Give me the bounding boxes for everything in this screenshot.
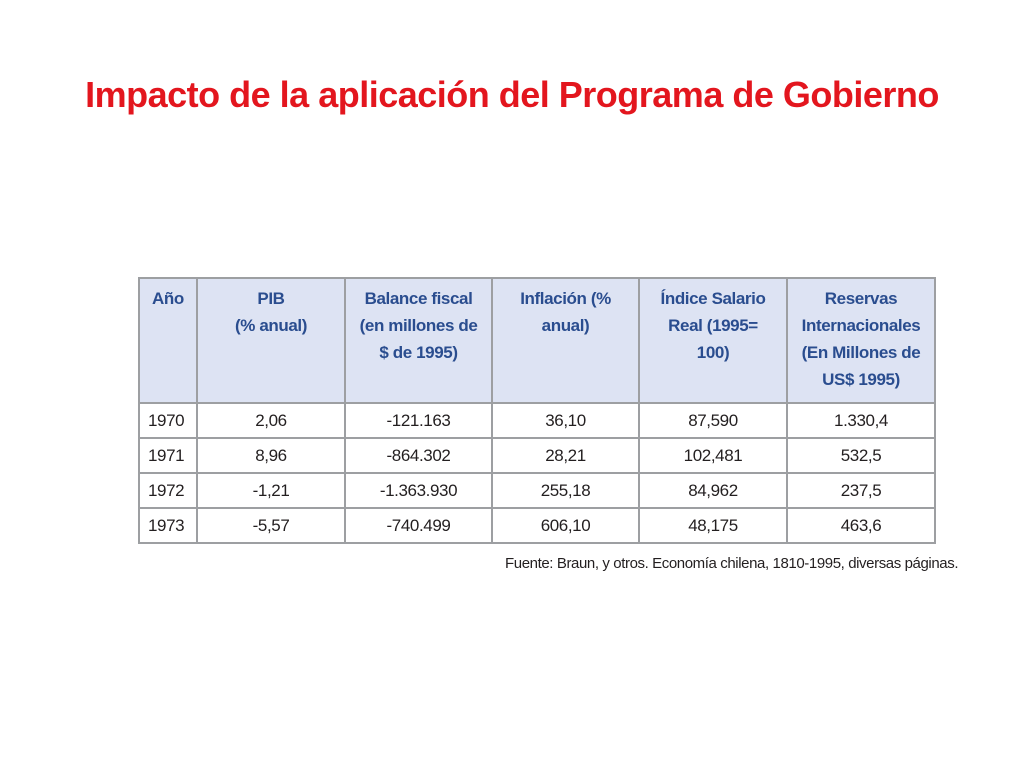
header-fiscal-balance: Balance fiscal (en millones de $ de 1995) xyxy=(345,278,492,403)
cell-fiscal-balance: -864.302 xyxy=(345,438,492,473)
cell-real-wage-index: 102,481 xyxy=(639,438,787,473)
cell-pib: -1,21 xyxy=(197,473,345,508)
cell-international-reserves: 532,5 xyxy=(787,438,935,473)
table-header-row xyxy=(139,278,935,403)
header-real-wage-index: Índice Salario Real (1995= 100) xyxy=(639,278,787,403)
cell-international-reserves: 237,5 xyxy=(787,473,935,508)
economic-data-table xyxy=(138,277,936,544)
cell-year: 1973 xyxy=(139,508,197,543)
cell-pib: -5,57 xyxy=(197,508,345,543)
cell-international-reserves: 463,6 xyxy=(787,508,935,543)
cell-real-wage-index: 87,590 xyxy=(639,403,787,438)
slide-title: Impacto de la aplicación del Programa de Gobierno xyxy=(85,74,939,115)
header-inflation: Inflación (% anual) xyxy=(492,278,639,403)
data-table-container xyxy=(138,277,934,544)
cell-year: 1971 xyxy=(139,438,197,473)
cell-pib: 2,06 xyxy=(197,403,345,438)
cell-real-wage-index: 48,175 xyxy=(639,508,787,543)
header-pib: PIB (% anual) xyxy=(197,278,345,403)
cell-pib: 8,96 xyxy=(197,438,345,473)
cell-year: 1970 xyxy=(139,403,197,438)
cell-inflation: 36,10 xyxy=(492,403,639,438)
header-international-reserves: Reservas Internacionales (En Millones de US$ 1995) xyxy=(787,278,935,403)
table-row xyxy=(139,403,935,438)
header-year: Año xyxy=(139,278,197,403)
cell-real-wage-index: 84,962 xyxy=(639,473,787,508)
table-row xyxy=(139,508,935,543)
cell-fiscal-balance: -740.499 xyxy=(345,508,492,543)
table-row xyxy=(139,473,935,508)
cell-inflation: 255,18 xyxy=(492,473,639,508)
cell-inflation: 606,10 xyxy=(492,508,639,543)
source-citation: Fuente: Braun, y otros. Economía chilena, 1810-1995, diversas páginas. xyxy=(505,555,959,572)
cell-fiscal-balance: -1.363.930 xyxy=(345,473,492,508)
table-row xyxy=(139,438,935,473)
cell-international-reserves: 1.330,4 xyxy=(787,403,935,438)
cell-fiscal-balance: -121.163 xyxy=(345,403,492,438)
cell-year: 1972 xyxy=(139,473,197,508)
cell-inflation: 28,21 xyxy=(492,438,639,473)
